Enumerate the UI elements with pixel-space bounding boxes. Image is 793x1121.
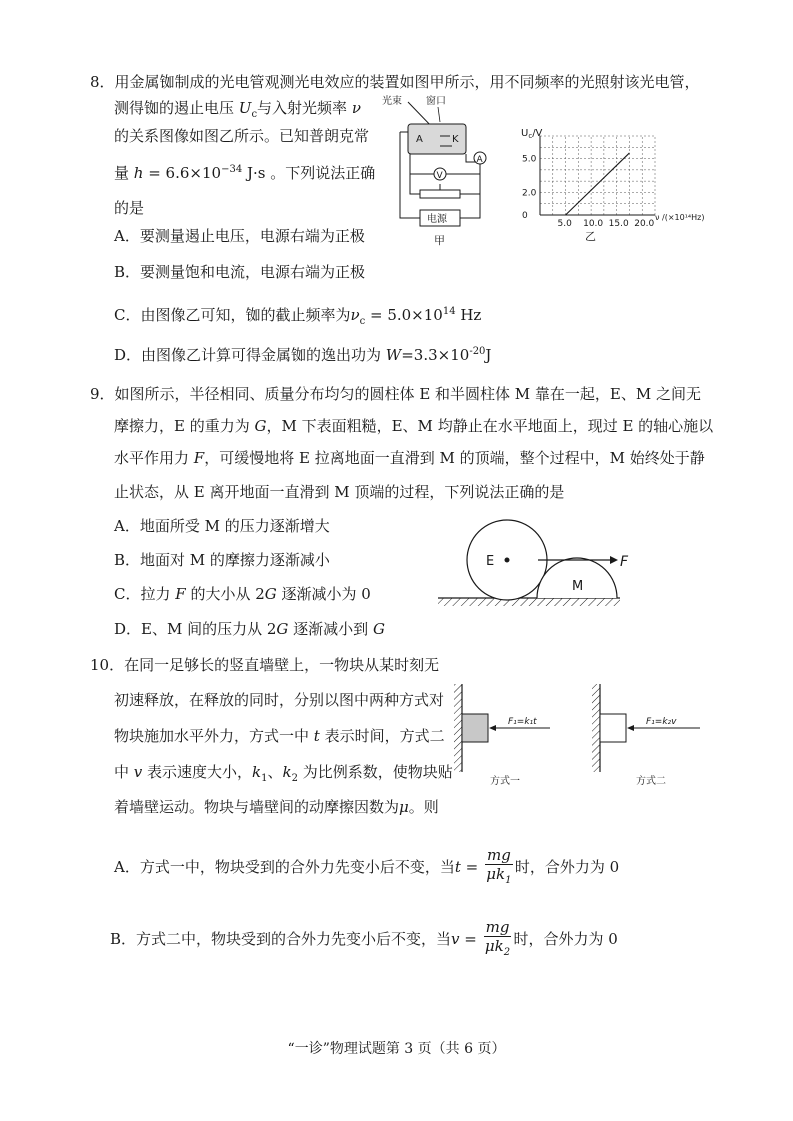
- fraction-a: $\frac{mg}{\mu k_1}$: [486, 846, 512, 886]
- q8-line4: 量 $h = 6.6\times 10^{-34}$ J·s 。下列说法正确: [114, 164, 376, 182]
- q9-cylinders-diagram: [438, 510, 638, 610]
- q8-line5: 的是: [114, 199, 145, 217]
- label-cathode: K: [452, 134, 459, 145]
- voltmeter-label: V: [436, 171, 443, 181]
- block-2: [600, 714, 626, 742]
- q10-line2: 初速释放，在释放的同时，分别以图中两种方式对: [114, 691, 445, 709]
- q8-option-a: A．要测量遏止电压，电源右端为正极: [114, 227, 365, 245]
- page-footer: “一诊”物理试题第 3 页（共 6 页）: [287, 1041, 506, 1057]
- label-window: 窗口: [426, 96, 446, 107]
- label-anode: A: [416, 134, 423, 145]
- q9-line1: 9．如图所示，半径相同、质量分布均匀的圆柱体 E 和半圆柱体 M 靠在一起，E、M 之间无: [90, 385, 702, 403]
- q8-line2: 测得铷的遏止电压 $U_c$与入射光频率 ν: [114, 99, 361, 120]
- chart-ylabel: $U_c/V$: [521, 128, 543, 140]
- chart-y-tick-label: 0: [522, 211, 528, 221]
- q9-line4: 止状态，从 E 离开地面一直滑到 M 顶端的过程，下列说法正确的是: [114, 483, 565, 501]
- block-1: [462, 714, 488, 742]
- source-label: 电源: [427, 214, 447, 225]
- rheostat: [420, 190, 460, 198]
- force-label-1: F₁=k₁t: [508, 717, 537, 727]
- q8-line3: 的关系图像如图乙所示。已知普朗克常: [114, 127, 370, 145]
- q9-line3: 水平作用力 F，可缓慢地将 E 拉离地面一直滑到 M 的顶端，整个过程中，M 始终处于静: [114, 449, 705, 467]
- label-m: M: [572, 579, 584, 594]
- chart-y-tick-label: 5.0: [522, 154, 537, 165]
- force-arrowhead: [610, 556, 618, 564]
- q9-option-c: C．拉力 F 的大小从 2G 逐渐减小为 0: [114, 585, 371, 603]
- ground-hatch: [438, 598, 620, 606]
- q9-option-a: A．地面所受 M 的压力逐渐增大: [114, 517, 330, 535]
- q10-line1: 10．在同一足够长的竖直墙壁上，一物块从某时刻无: [90, 656, 440, 674]
- chart-x-tick-label: 5.0: [557, 219, 572, 229]
- cylinder-e-axis: [505, 558, 510, 563]
- chart-x-tick-label: 10.0: [583, 219, 604, 229]
- label-e: E: [486, 554, 495, 569]
- q8-option-c: C．由图像乙可知，铷的截止频率为$\nu_c = 5.0\times 10^{14}$ Hz: [114, 306, 482, 327]
- q10-line4: 中 v 表示速度大小，$k_1$、$k_2$ 为比例系数，使物块贴: [114, 763, 453, 784]
- force-label-2: F₁=k₂v: [646, 717, 677, 727]
- ammeter-label: A: [476, 155, 483, 165]
- chart-x-tick-label: 20.0: [634, 219, 655, 229]
- q9-line2: 摩擦力，E 的重力为 G，M 下表面粗糙，E、M 均静止在水平地面上，现过 E 的轴心施以: [114, 417, 714, 435]
- figure-caption-yi: 乙: [585, 230, 596, 243]
- chart-series-line: [566, 153, 630, 215]
- q10-line5: 着墙壁运动。物块与墙壁间的动摩擦因数为μ。则: [114, 798, 439, 816]
- caption-method-2: 方式二: [636, 776, 666, 787]
- q10-option-a: A．方式一中，物块受到的合外力先变小后不变，当t = $\frac{mg}{\mu k_1}$ 时，合外力为 0: [114, 846, 619, 890]
- label-beam: 光束: [382, 96, 402, 107]
- wall-hatch-2: [592, 684, 600, 772]
- chart-xlabel: ν /(×10¹⁴Hz): [655, 213, 705, 222]
- force-arrowhead-1: [489, 725, 496, 731]
- force-arrowhead-2: [627, 725, 634, 731]
- figure-caption-jia: 甲: [434, 234, 445, 247]
- q9-option-d: D．E、M 间的压力从 2G 逐渐减小到 G: [114, 620, 385, 638]
- q8-option-b: B．要测量饱和电流，电源右端为正极: [114, 263, 366, 281]
- q8-uc-vs-frequency-chart: [505, 128, 705, 248]
- label-f: F: [620, 554, 629, 570]
- caption-method-1: 方式一: [490, 776, 520, 787]
- q8-circuit-diagram: [380, 92, 505, 252]
- chart-y-tick-label: 2.0: [522, 188, 537, 199]
- q8-line1: 8．用金属铷制成的光电管观测光电效应的装置如图甲所示，用不同频率的光照射该光电管，: [90, 73, 700, 91]
- q9-option-b: B．地面对 M 的摩擦力逐渐减小: [114, 551, 330, 569]
- fraction-b: $\frac{mg}{\mu k_2}$: [484, 918, 511, 958]
- q10-option-b: B．方式二中，物块受到的合外力先变小后不变，当v = $\frac{mg}{\mu k_2}$ 时，合外力为 0: [110, 918, 618, 962]
- chart-x-tick-label: 15.0: [608, 219, 629, 229]
- q10-line3: 物块施加水平外力，方式一中 t 表示时间，方式二: [114, 727, 445, 745]
- wall-hatch-1: [454, 684, 462, 772]
- q8-option-d: D．由图像乙计算可得金属铷的逸出功为 $W=3.3\times 10^{-20}J$: [114, 346, 492, 364]
- q10-wall-block-diagram: [450, 682, 710, 792]
